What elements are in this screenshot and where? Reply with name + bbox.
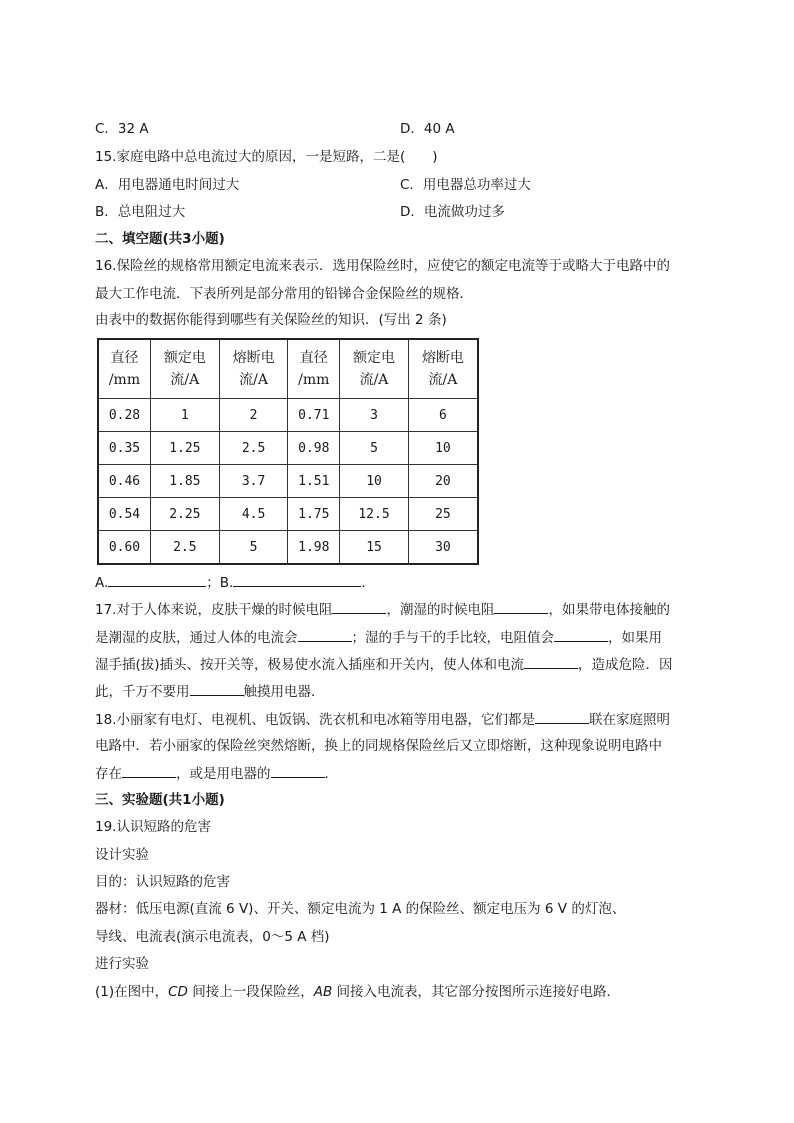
q19-purpose: 目的：认识短路的危害 <box>95 874 230 890</box>
q15-stem: 15.家庭电路中总电流过大的原因，一是短路，二是( ) <box>95 149 438 165</box>
q18-blank-2[interactable] <box>122 763 176 778</box>
q17-text: ，造成危险．因 <box>578 657 673 673</box>
q17-text: 触摸用电器． <box>243 684 325 700</box>
q19-text: 间接上一段保险丝， <box>187 984 314 1000</box>
table-cell: 2.25 <box>150 498 219 531</box>
table-cell: 2.5 <box>219 432 288 465</box>
table-row <box>98 465 478 498</box>
q17-line1 <box>95 599 670 620</box>
table-header-row <box>98 339 478 399</box>
q17-blank-2[interactable] <box>494 599 548 614</box>
q18-line1 <box>95 709 670 730</box>
table-cell: 5 <box>219 531 288 565</box>
header-rated-current-2: 额定电 流/A <box>340 339 409 399</box>
answer-a-blank[interactable] <box>108 572 206 587</box>
table-cell: 0.46 <box>98 465 150 498</box>
table-cell: 20 <box>408 465 478 498</box>
section-2-title: 二、填空题(共3小题) <box>95 231 225 247</box>
q16-line1: 16.保险丝的规格常用额定电流来表示．选用保险丝时，应使它的额定电流等于或略大于电路中的 <box>95 258 670 274</box>
header-diameter-2: 直径 /mm <box>288 339 340 399</box>
table-cell: 1.25 <box>150 432 219 465</box>
q16-line2: 最大工作电流．下表所列是部分常用的铅锑合金保险丝的规格． <box>95 286 473 302</box>
table-cell: 1.51 <box>288 465 340 498</box>
q14-option-c: C．32 A <box>95 121 149 137</box>
q18-blank-3[interactable] <box>271 763 325 778</box>
q17-text: ，潮湿的时候电阻 <box>386 602 495 618</box>
q14-option-d: D．40 A <box>400 121 455 137</box>
q18-line3 <box>95 763 338 784</box>
table-cell: 5 <box>340 432 409 465</box>
answer-end-dot: . <box>361 575 366 591</box>
q17-blank-3[interactable] <box>298 627 352 642</box>
q16-answer-line <box>95 572 366 593</box>
table-cell: 10 <box>408 432 478 465</box>
answer-b-label: ；B. <box>206 575 234 591</box>
table-cell: 0.28 <box>98 399 150 432</box>
q17-blank-5[interactable] <box>524 654 578 669</box>
table-cell: 15 <box>340 531 409 565</box>
q18-blank-1[interactable] <box>535 709 589 724</box>
table-cell: 1.85 <box>150 465 219 498</box>
table-cell: 1 <box>150 399 219 432</box>
header-fusing-current-1: 熔断电 流/A <box>219 339 288 399</box>
q17-text: ，如果用 <box>608 630 662 646</box>
q19-design: 设计实验 <box>95 847 149 863</box>
fuse-spec-table <box>97 338 479 565</box>
q18-text: 18.小丽家有电灯、电视机、电饭锅、洗衣机和电冰箱等用电器，它们都是 <box>95 712 535 728</box>
q15-option-a: A．用电器通电时间过大 <box>95 177 240 193</box>
q19-step-1 <box>95 982 620 1002</box>
table-cell: 0.71 <box>288 399 340 432</box>
table-cell: 10 <box>340 465 409 498</box>
q16-line3: 由表中的数据你能得到哪些有关保险丝的知识．(写出 2 条) <box>95 312 447 328</box>
table-row <box>98 399 478 432</box>
answer-a-label: A. <box>95 575 109 591</box>
q18-text: 联在家庭照明 <box>588 712 670 728</box>
section-3-title: 三、实验题(共1小题) <box>95 792 225 808</box>
q18-text: 存在 <box>95 766 122 782</box>
q17-line3 <box>95 654 673 675</box>
q17-text: 湿手插(拔)插头、按开关等，极易使水流入插座和开关内，使人体和电流 <box>95 657 525 673</box>
table-cell: 0.98 <box>288 432 340 465</box>
q19-label-ab: AB <box>313 984 333 1000</box>
table-row <box>98 432 478 465</box>
q19-text: 间接入电流表，其它部分按图所示连接好电路． <box>332 984 621 1000</box>
table-cell: 25 <box>408 498 478 531</box>
q18-text: ． <box>324 766 338 782</box>
header-rated-current-1: 额定电 流/A <box>150 339 219 399</box>
table-cell: 3.7 <box>219 465 288 498</box>
table-cell: 30 <box>408 531 478 565</box>
q18-line2: 电路中．若小丽家的保险丝突然熔断，换上的同规格保险丝后又立即熔断，这种现象说明电路中 <box>95 738 662 754</box>
header-fusing-current-2: 熔断电 流/A <box>408 339 478 399</box>
q17-text: ；湿的手与干的手比较，电阻值会 <box>351 630 554 646</box>
table-row <box>98 498 478 531</box>
q19-title: 19.认识短路的危害 <box>95 819 211 835</box>
header-diameter-1: 直径 /mm <box>98 339 150 399</box>
table-cell: 1.75 <box>288 498 340 531</box>
q17-line4 <box>95 681 325 702</box>
table-cell: 3 <box>340 399 409 432</box>
table-cell: 6 <box>408 399 478 432</box>
q17-text: 此，千万不要用 <box>95 684 190 700</box>
q17-line2 <box>95 627 662 648</box>
table-cell: 4.5 <box>219 498 288 531</box>
q15-option-b: B．总电阻过大 <box>95 204 186 220</box>
q18-text: ，或是用电器的 <box>176 766 271 782</box>
q15-option-c: C．用电器总功率过大 <box>400 177 531 193</box>
q17-text: 是潮湿的皮肤，通过人体的电流会 <box>95 630 298 646</box>
q19-equipment-2: 导线、电流表(演示电流表，0～5 A 档) <box>95 929 330 945</box>
table-cell: 0.35 <box>98 432 150 465</box>
answer-b-blank[interactable] <box>233 572 361 587</box>
table-row <box>98 531 478 565</box>
table-cell: 12.5 <box>340 498 409 531</box>
q17-text: ，如果带电体接触的 <box>548 602 670 618</box>
q19-label-cd: CD <box>168 984 188 1000</box>
q19-text: (1)在图中， <box>95 984 169 1000</box>
q15-option-d: D．电流做功过多 <box>400 204 505 220</box>
q19-proceed: 进行实验 <box>95 956 149 972</box>
q17-blank-1[interactable] <box>332 599 386 614</box>
q17-blank-4[interactable] <box>554 627 608 642</box>
table-cell: 0.60 <box>98 531 150 565</box>
q19-equipment-1: 器材：低压电源(直流 6 V)、开关、额定电流为 1 A 的保险丝、额定电压为 6 V 的灯泡、 <box>95 901 626 917</box>
table-cell: 2.5 <box>150 531 219 565</box>
table-cell: 0.54 <box>98 498 150 531</box>
table-cell: 1.98 <box>288 531 340 565</box>
q17-blank-6[interactable] <box>190 681 244 696</box>
table-cell: 2 <box>219 399 288 432</box>
q17-text: 17.对于人体来说，皮肤干燥的时候电阻 <box>95 602 333 618</box>
